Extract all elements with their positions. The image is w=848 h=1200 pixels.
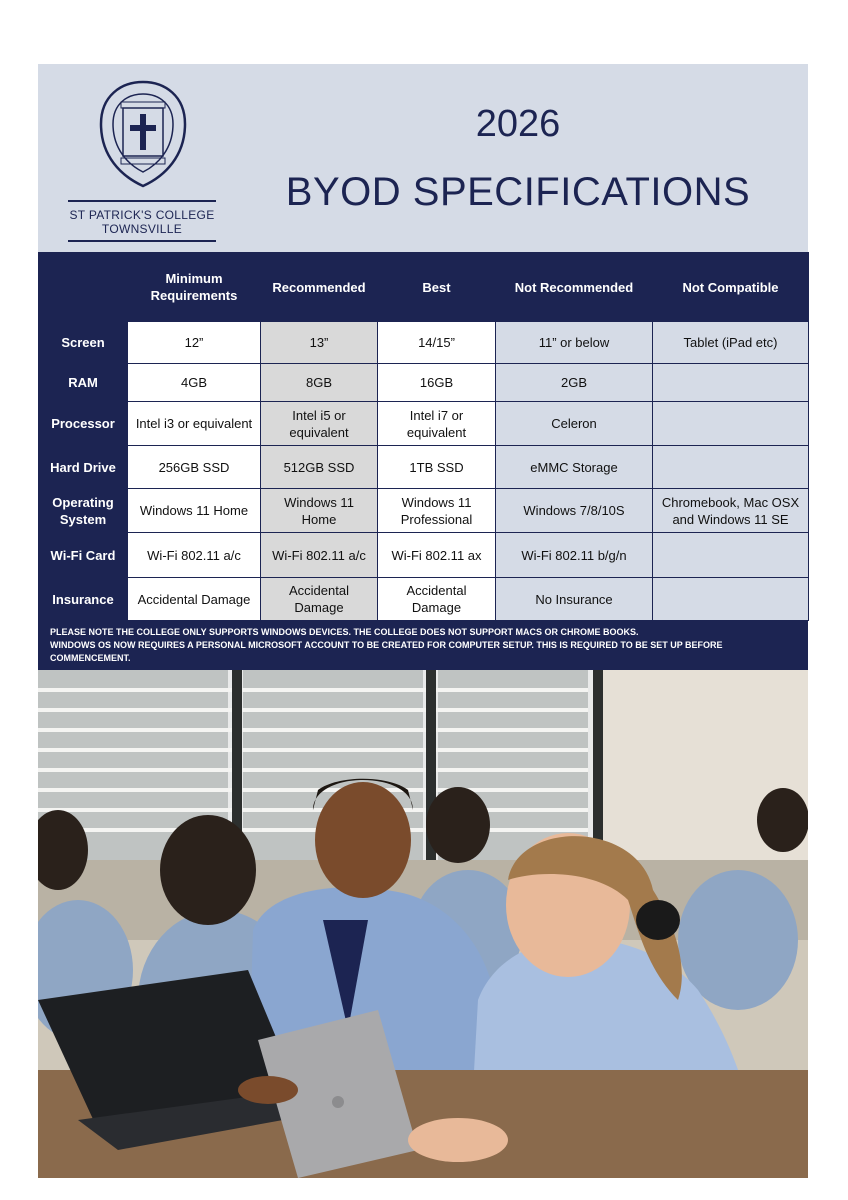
table-row [39, 533, 809, 578]
table-cell [653, 578, 809, 621]
table-cell: Chromebook, Mac OSX and Windows 11 SE [653, 489, 809, 533]
byod-sheet [38, 64, 808, 672]
title-main: BYOD SPECIFICATIONS [285, 170, 751, 214]
note-line-2: WINDOWS OS NOW REQUIRES A PERSONAL MICROSOFT ACCOUNT TO BE CREATED FOR COMPUTER SETUP. THIS IS REQUIRED TO BE SET UP BEFORE COMMENCEMENT. [50, 640, 723, 663]
table-cell: 8GB [261, 364, 378, 402]
col-header-best: Best [378, 253, 496, 322]
table-cell: Intel i3 or equivalent [128, 402, 261, 446]
table-cell: Windows 11 Professional [378, 489, 496, 533]
row-label-ram: RAM [39, 364, 128, 402]
table-cell: Windows 11 Home [128, 489, 261, 533]
table-row [39, 489, 809, 533]
table-cell: Accidental Damage [261, 578, 378, 621]
header-banner [38, 64, 808, 252]
table-cell: 16GB [378, 364, 496, 402]
classroom-photo [38, 670, 808, 1178]
col-header-recommended: Recommended [261, 253, 378, 322]
notes-banner [38, 621, 808, 672]
spec-table [38, 252, 809, 621]
table-cell: Tablet (iPad etc) [653, 322, 809, 364]
table-cell: Accidental Damage [378, 578, 496, 621]
table-cell: 13” [261, 322, 378, 364]
title-year: 2026 [475, 103, 561, 145]
table-cell: 11” or below [496, 322, 653, 364]
table-cell: 256GB SSD [128, 446, 261, 489]
col-header-minimum: Minimum Requirements [128, 253, 261, 322]
table-cell: eMMC Storage [496, 446, 653, 489]
row-label-processor: Processor [39, 402, 128, 446]
table-cell: Wi-Fi 802.11 a/c [128, 533, 261, 578]
table-cell [653, 402, 809, 446]
table-row [39, 446, 809, 489]
table-cell: 512GB SSD [261, 446, 378, 489]
col-header-blank [39, 253, 128, 322]
table-cell: Intel i5 or equivalent [261, 402, 378, 446]
school-name [68, 200, 216, 242]
table-cell: 2GB [496, 364, 653, 402]
table-cell: 4GB [128, 364, 261, 402]
page-title [278, 102, 758, 216]
table-header-row [39, 253, 809, 322]
col-header-not-compatible: Not Compatible [653, 253, 809, 322]
students-with-laptops-illustration [38, 670, 808, 1178]
table-cell: 14/15” [378, 322, 496, 364]
row-label-operating-system: Operating System [39, 489, 128, 533]
college-crest-icon [95, 78, 191, 190]
col-header-not-recommended: Not Recommended [496, 253, 653, 322]
table-cell: Wi-Fi 802.11 ax [378, 533, 496, 578]
school-name-line1: ST PATRICK'S COLLEGE [69, 208, 215, 222]
table-row [39, 578, 809, 621]
table-cell: Wi-Fi 802.11 a/c [261, 533, 378, 578]
table-cell: Intel i7 or equivalent [378, 402, 496, 446]
table-cell: No Insurance [496, 578, 653, 621]
table-cell: Celeron [496, 402, 653, 446]
table-cell: Windows 11 Home [261, 489, 378, 533]
school-name-line2: TOWNSVILLE [101, 222, 183, 236]
table-cell: 1TB SSD [378, 446, 496, 489]
row-label-wifi-card: Wi-Fi Card [39, 533, 128, 578]
table-cell [653, 446, 809, 489]
table-cell: Wi-Fi 802.11 b/g/n [496, 533, 653, 578]
row-label-insurance: Insurance [39, 578, 128, 621]
table-row [39, 322, 809, 364]
table-row [39, 364, 809, 402]
table-row [39, 402, 809, 446]
table-cell [653, 533, 809, 578]
school-logo [68, 78, 218, 242]
table-cell [653, 364, 809, 402]
table-cell: Windows 7/8/10S [496, 489, 653, 533]
table-cell: Accidental Damage [128, 578, 261, 621]
row-label-screen: Screen [39, 322, 128, 364]
note-line-1: PLEASE NOTE THE COLLEGE ONLY SUPPORTS WINDOWS DEVICES. THE COLLEGE DOES NOT SUPPORT MACS OR CHROME BOOKS. [50, 627, 639, 637]
table-cell: 12” [128, 322, 261, 364]
row-label-hard-drive: Hard Drive [39, 446, 128, 489]
